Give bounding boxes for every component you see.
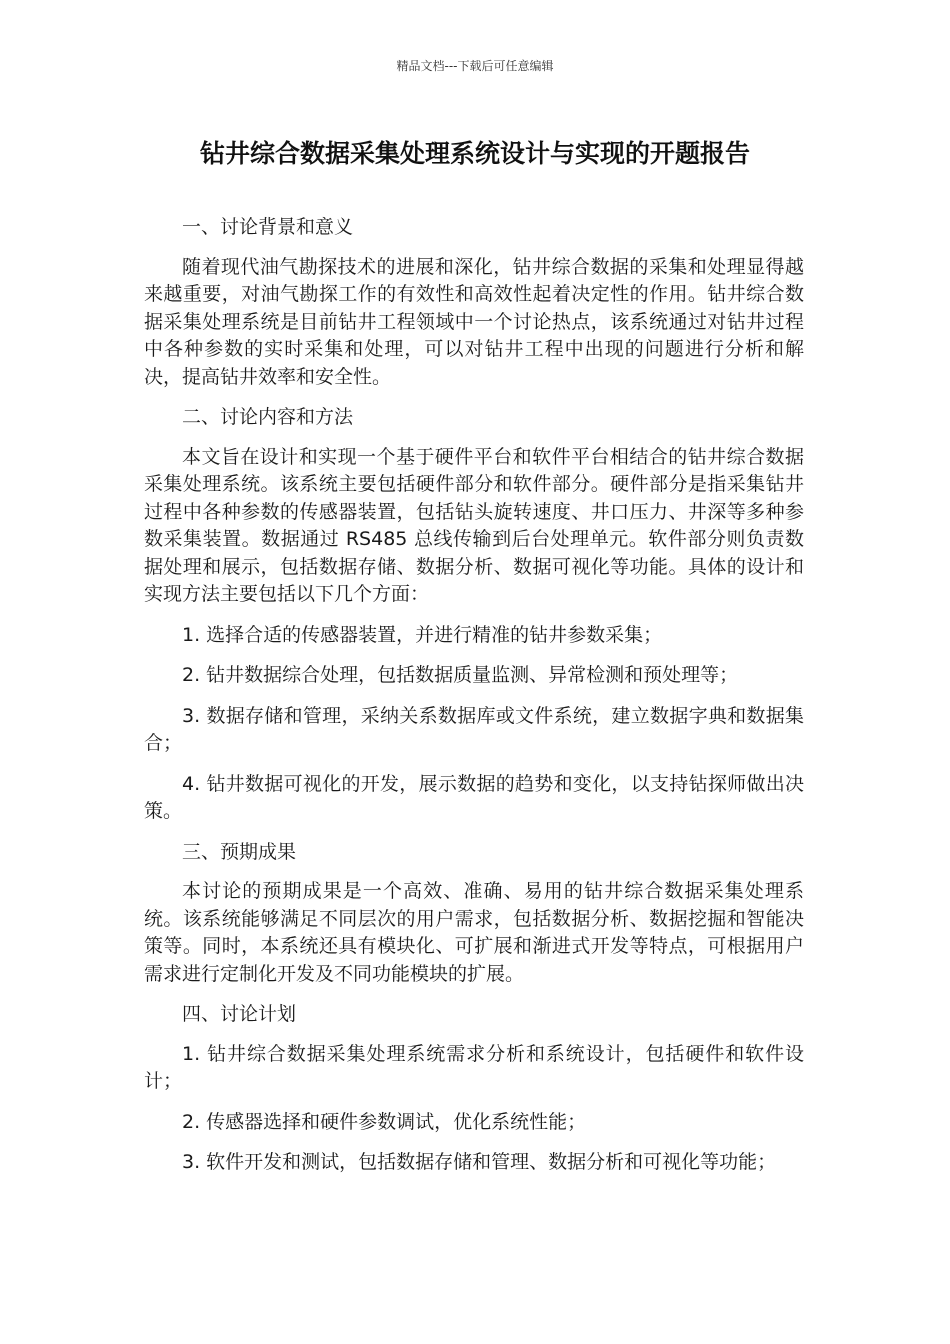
document-body: [144, 214, 804, 1190]
section-heading-plan: 四、讨论计划: [182, 1003, 297, 1025]
list-item-plan-3: 3. 软件开发和测试，包括数据存储和管理、数据分析和可视化等功能；: [182, 1151, 777, 1173]
section-heading-background: 一、讨论背景和意义: [182, 216, 354, 238]
paragraph-expected-results: 本讨论的预期成果是一个高效、准确、易用的钻井综合数据采集处理系统。该系统能够满足不同层次的用户需求，包括数据分析、数据挖掘和智能决策等。同时，本系统还具有模块化、可扩展和渐进式开发等特点，可根据用户需求进行定制化开发及不同功能模块的扩展。: [144, 880, 804, 985]
header-note: 精品文档---下载后可任意编辑: [396, 59, 554, 73]
list-item-method-3: 3. 数据存储和管理，采纳关系数据库或文件系统，建立数据字典和数据集合；: [144, 704, 804, 754]
list-item-method-1: 1. 选择合适的传感器装置，并进行精准的钻井参数采集；: [182, 623, 663, 646]
page-title: 钻井综合数据采集处理系统设计与实现的开题报告: [199, 139, 750, 168]
list-item-plan-2: 2. 传感器选择和硬件参数调试，优化系统性能；: [182, 1110, 587, 1133]
section-heading-content-method: 二、讨论内容和方法: [182, 406, 354, 428]
list-item-method-4: 4. 钻井数据可视化的开发，展示数据的趋势和变化，以支持钻探师做出决策。: [144, 772, 804, 822]
list-item-plan-1: 1. 钻井综合数据采集处理系统需求分析和系统设计，包括硬件和软件设计；: [144, 1042, 804, 1092]
paragraph-content-method: 本文旨在设计和实现一个基于硬件平台和软件平台相结合的钻井综合数据采集处理系统。该系统主要包括硬件部分和软件部分。硬件部分是指采集钻井过程中各种参数的传感器装置，包括钻头旋转速度、井口压力、井深等多种参数采集装置。数据通过 RS485 总线传输到后台处理单元。软件部分则负责数据处理和展示，包括数据存储、数据分析、数据可视化等功能。具体的设计和实现方法主要包括以下几个方面：: [144, 445, 804, 605]
paragraph-background: 随着现代油气勘探技术的进展和深化，钻井综合数据的采集和处理显得越来越重要，对油气勘探工作的有效性和高效性起着决定性的作用。钻井综合数据采集处理系统是目前钻井工程领域中一个讨论热点，该系统通过对钻井过程中各种参数的实时采集和处理，可以对钻井工程中出现的问题进行分析和解决，提高钻井效率和安全性。: [144, 255, 804, 388]
section-heading-expected-results: 三、预期成果: [182, 840, 297, 863]
list-item-method-2: 2. 钻井数据综合处理，包括数据质量监测、异常检测和预处理等；: [182, 664, 739, 686]
